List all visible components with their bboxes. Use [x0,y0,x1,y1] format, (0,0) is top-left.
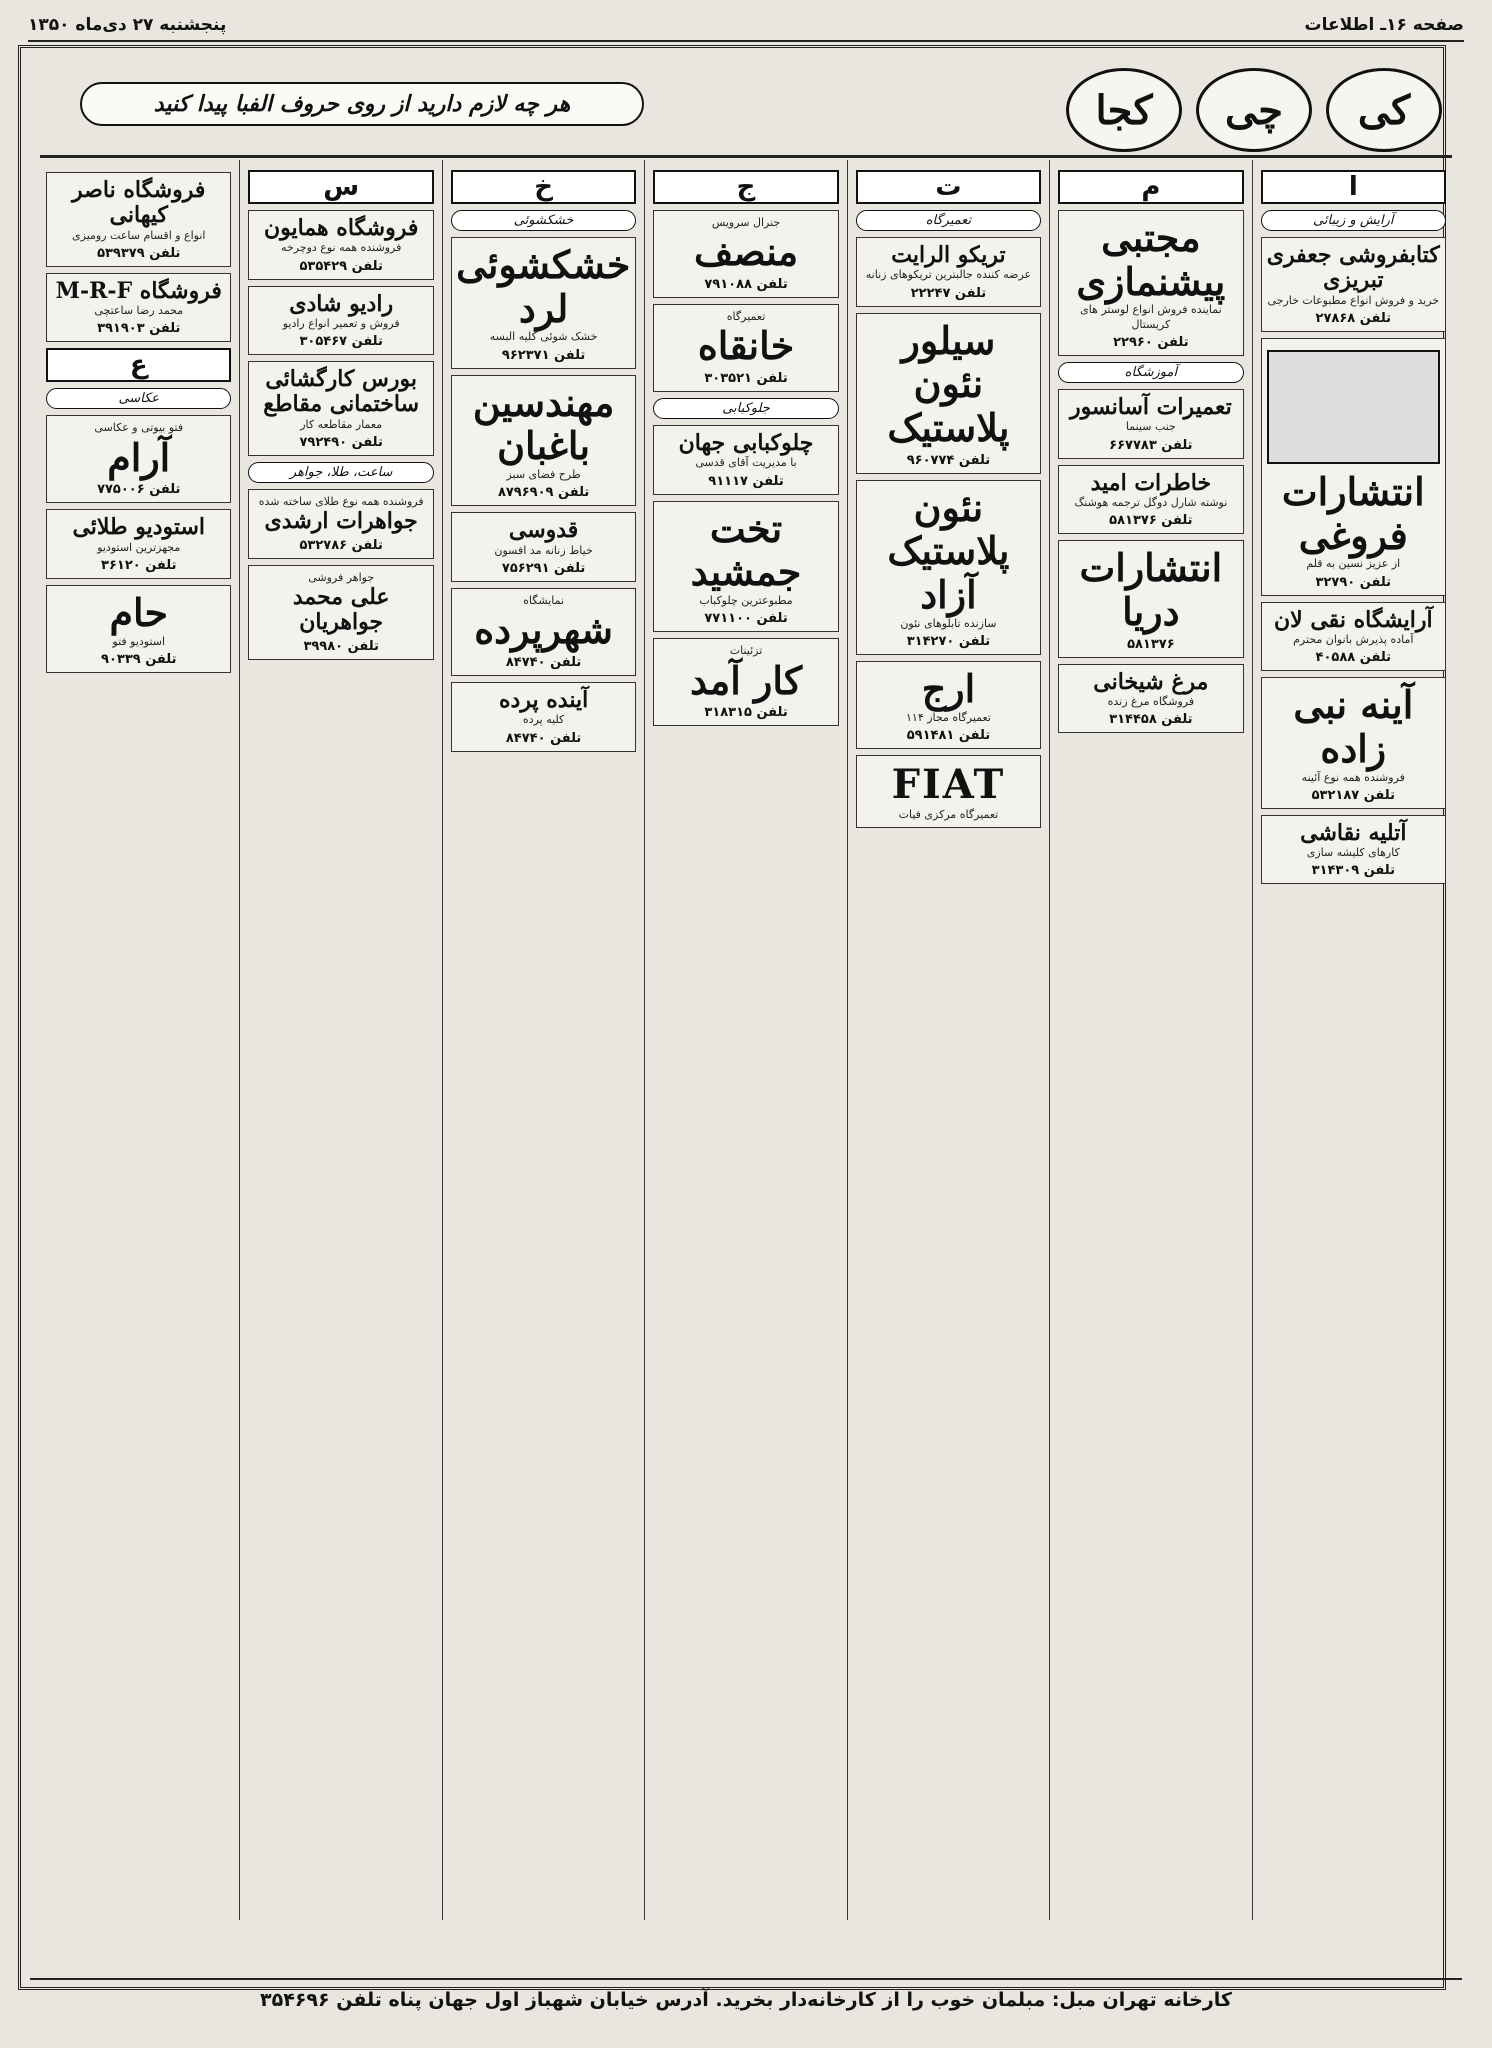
ad-title: مهندسین باغبان [472,379,615,469]
classified-banner [40,60,1452,158]
ad-description: مطبوعترین چلوکباب [699,593,793,607]
ad-phone: تلفن ۹۶۲۳۷۱ [501,347,586,363]
ad-title: خشکشوئی لرد [456,242,631,331]
ad-title: انتشارات دریا [1079,545,1223,634]
ad-box [1058,389,1243,459]
ad-phone: تلفن ۵۸۱۳۷۶ [1109,513,1193,529]
ad-title: علی محمد جواهریان [292,583,390,636]
ad-description: نوشته شارل دوگل ترجمه هوشنگ [1074,495,1228,509]
ad-box [1058,210,1243,356]
ad-title: خانقاه [697,323,795,369]
ad-box [248,361,433,456]
ad-title: منصف [693,229,799,275]
publisher-logo-image [1267,350,1440,464]
ad-phone: تلفن ۸۴۷۴۰ [505,654,582,670]
footer-advertisement: کارخانه تهران مبل: مبلمان خوب را از کارخانه‌دار بخرید. آدرس خیابان شهباز اول جهان پناه تلفن ۳۵۴۶۹۶ [30,1978,1462,2020]
ad-box [248,565,433,660]
ad-phone: تلفن ۹۰۳۳۹ [101,652,177,668]
ad-box [1261,602,1446,672]
ad-box [653,425,838,495]
ad-phone: تلفن ۹۱۱۱۷ [708,473,784,489]
ad-description: خیاط زنانه مد افسون [494,543,593,557]
ad-column [847,160,1049,1920]
ad-description: طرح فضای سبز [506,468,581,482]
category-label: جلوکبابی [653,398,838,419]
ad-description: خشک شوئی کلیه البسه [489,330,598,344]
ad-phone: تلفن ۳۱۴۲۷۰ [906,634,991,650]
ad-phone: تلفن ۷۵۶۲۹۱ [501,560,586,576]
banner-pill-what: چی [1196,68,1312,152]
ad-column [239,160,441,1920]
ad-description: از عزیز نسین به قلم [1306,557,1401,571]
ad-phone: تلفن ۵۳۹۳۷۹ [97,245,181,261]
ad-title: نئون پلاستیک آزاد [887,484,1010,618]
ad-title: آرام [107,434,171,480]
ad-title: ارج [921,666,976,712]
ad-box [1261,815,1446,885]
banner-pill-where: کجا [1066,68,1182,152]
ad-title: چلوکبابی جهان [678,429,814,456]
ad-box [451,588,636,676]
ad-phone: تلفن ۵۳۲۷۸۶ [299,537,383,553]
section-letter: س [248,170,433,204]
category-label: خشکشوئی [451,210,636,231]
ad-phone: تلفن ۳۱۸۳۱۵ [704,705,788,721]
category-label: آرایش و زیبائی [1261,210,1446,231]
ad-phone: تلفن ۳۱۴۴۵۸ [1109,712,1193,728]
ad-description: جنب سینما [1125,420,1176,434]
ad-title: انتشارات فروغی [1281,468,1425,558]
ad-phone: تلفن ۷۹۲۴۹۰ [299,435,383,451]
ad-title: فروشگاه M-R-F [55,277,222,304]
category-label: عکاسی [46,388,231,409]
ad-phone: تلفن ۸۷۹۶۹۰۹ [497,485,590,501]
ad-phone: تلفن ۷۹۱۰۸۸ [704,276,788,292]
ad-description: تعمیرگاه [726,309,766,323]
ad-box [46,509,231,579]
ad-box [1058,664,1243,734]
ad-box [1058,465,1243,535]
ad-column [1252,160,1454,1920]
ad-phone: تلفن ۳۲۷۹۰ [1315,574,1392,590]
banner-pill-who: کی [1326,68,1442,152]
ad-description: نمایشگاه [523,593,565,607]
ad-box [46,415,231,503]
ad-title: سیلور نئون پلاستیک [887,317,1010,450]
ad-title: مرغ شیخانی [1093,668,1209,695]
ad-title: مجتبی پیشنمازی [1076,215,1226,304]
ad-description: فروشگاه مرغ زنده [1107,694,1195,708]
ad-description: سازنده تابلوهای نئون [900,616,997,630]
ad-description: نماینده فروش انواع لوستر های کریستال [1080,303,1222,331]
ad-phone: تلفن ۵۳۲۱۸۷ [1311,787,1395,803]
ad-description: جواهر فروشی [308,570,375,584]
ad-phone: تلفن ۵۹۱۴۸۱ [906,728,991,743]
ad-title: حام [109,590,169,636]
fiat-logo: FIAT [891,761,1006,808]
ad-description: کلیه پرده [522,713,565,727]
ad-box [856,755,1041,828]
ad-title: جواهرات ارشدی [264,508,418,535]
category-label: تعمیرگاه [856,210,1041,231]
ad-title: فروشگاه همایون [263,215,419,241]
ad-description: آماده پذیرش بانوان محترم [1293,632,1414,646]
section-letter: ع [46,348,231,382]
ad-phone: تلفن ۳۹۱۹۰۳ [97,321,181,337]
ad-box [1261,338,1446,596]
ad-title: بورس کارگشائی ساختمانی مقاطع [263,366,420,418]
ad-title: تریکو الرایت [891,242,1006,268]
ad-box [451,375,636,507]
ad-box [653,501,838,633]
ad-title: کتابفروشی جعفری تبریزی [1266,242,1440,294]
ad-description: تعمیرگاه مرکزی فیات [898,808,999,821]
ad-box [856,480,1041,655]
ad-description: کارهای کلیشه سازی [1306,846,1400,860]
ad-phone: تلفن ۲۲۹۶۰ [1113,334,1189,350]
ad-description: با مدیریت آقای قدسی [695,456,797,470]
ad-phone: تلفن ۹۶۰۷۷۴ [906,452,991,468]
ad-title: استودیو طلائی [72,514,206,541]
ad-phone: تلفن ۶۶۷۷۸۳ [1109,437,1193,453]
ad-description: فتو بیوتی و عکاسی [94,421,184,435]
ad-description: انواع و اقسام ساعت رومیزی [72,228,206,242]
ad-phone: تلفن ۴۰۵۸۸ [1315,650,1392,666]
ad-description: محمد رضا ساعتچی [94,304,184,318]
ad-title: خاطرات امید [1090,469,1212,496]
ad-phone: تلفن ۲۲۲۴۷ [910,285,987,301]
ad-description: عرضه کننده جالبترین تریکوهای زنانه [865,268,1032,282]
ad-column [442,160,644,1920]
ad-columns [38,160,1454,1920]
ad-phone: تلفن ۳۱۴۳۰۹ [1311,863,1395,879]
category-label: آموزشگاه [1058,362,1243,383]
ad-phone: تلفن ۷۷۵۰۰۶ [97,482,181,498]
ad-box [248,489,433,559]
ad-phone: تلفن ۳۰۵۴۶۷ [299,334,383,350]
ad-box [451,237,636,369]
ad-title: آرایشگاه نقی لان [1273,606,1433,633]
ad-title: رادیو شادی [289,290,394,317]
ad-description: فروشنده همه نوع طلای ساخته شده [258,495,424,509]
ad-description: مجهزترین استودیو [97,540,181,554]
ad-column [38,160,239,1920]
ad-box [653,210,838,298]
ad-box [1261,677,1446,809]
ad-title: تعمیرات آسانسور [1070,393,1232,420]
ad-box [46,585,231,673]
ad-description: فروشنده همه نوع آئینه [1301,770,1405,784]
ad-box [1058,540,1243,657]
ad-phone: تلفن ۷۷۱۱۰۰ [704,611,788,627]
ad-title: فروشگاه ناصر کیهانی [72,177,206,229]
page-info: صفحه ۱۶ـ اطلاعات [1304,15,1464,35]
ad-description: جنرال سرویس [711,216,781,229]
ad-phone: تلفن ۳۰۳۵۲۱ [704,370,788,386]
ad-box [856,661,1041,749]
section-letter: خ [451,170,636,204]
page-date: پنجشنبه ۲۷ دی‌ماه ۱۳۵۰ [28,15,227,35]
ad-column [644,160,846,1920]
ad-title: آتلیه نقاشی [1300,819,1407,846]
ad-title: آینده پرده [499,686,589,713]
ad-description: تزئینات [729,644,763,658]
category-label: ساعت، طلا، جواهر [248,462,433,483]
ad-title: کار آمد [689,657,803,703]
ad-description: خرید و فروش انواع مطبوعات خارجی [1267,293,1440,307]
section-letter: ج [653,170,838,204]
ad-phone: تلفن ۸۴۷۴۰ [505,730,582,746]
section-letter: ت [856,170,1041,204]
ad-box [653,304,838,392]
ad-title: شهرپرده [474,607,613,653]
ad-box [451,682,636,752]
ad-description: استودیو فتو [112,634,166,648]
ad-box [856,237,1041,307]
ad-box [46,273,231,343]
ad-description: فروش و تعمیر انواع رادیو [282,316,400,330]
ad-box [856,313,1041,474]
banner-hint: هر چه لازم دارید از روی حروف الفبا پیدا کنید [80,82,644,126]
section-letter: ا [1261,170,1446,204]
ad-box [248,286,433,356]
ad-box [248,210,433,280]
ad-box [1261,237,1446,332]
section-letter: م [1058,170,1243,204]
ad-phone: تلفن ۲۷۸۶۸ [1315,310,1392,326]
ad-phone: ۵۸۱۳۷۶ [1127,636,1175,652]
ad-phone: تلفن ۳۹۹۸۰ [303,638,379,654]
ad-box [451,512,636,582]
ad-phone: تلفن ۵۳۵۴۲۹ [299,258,383,274]
ad-box [653,638,838,726]
page-header [28,10,1464,42]
ad-description: فروشنده همه نوع دوچرخه [281,241,402,255]
ad-description: تعمیرگاه مجاز ۱۱۴ [906,710,991,724]
ad-description: معمار مقاطعه کار [300,417,383,431]
ad-title: آینه نبی زاده [1293,682,1414,771]
ad-title: قدوسی [508,517,579,544]
ad-column [1049,160,1251,1920]
ad-title: تخت جمشید [690,505,802,595]
ad-box [46,172,231,267]
ad-phone: تلفن ۳۶۱۲۰ [101,558,177,574]
